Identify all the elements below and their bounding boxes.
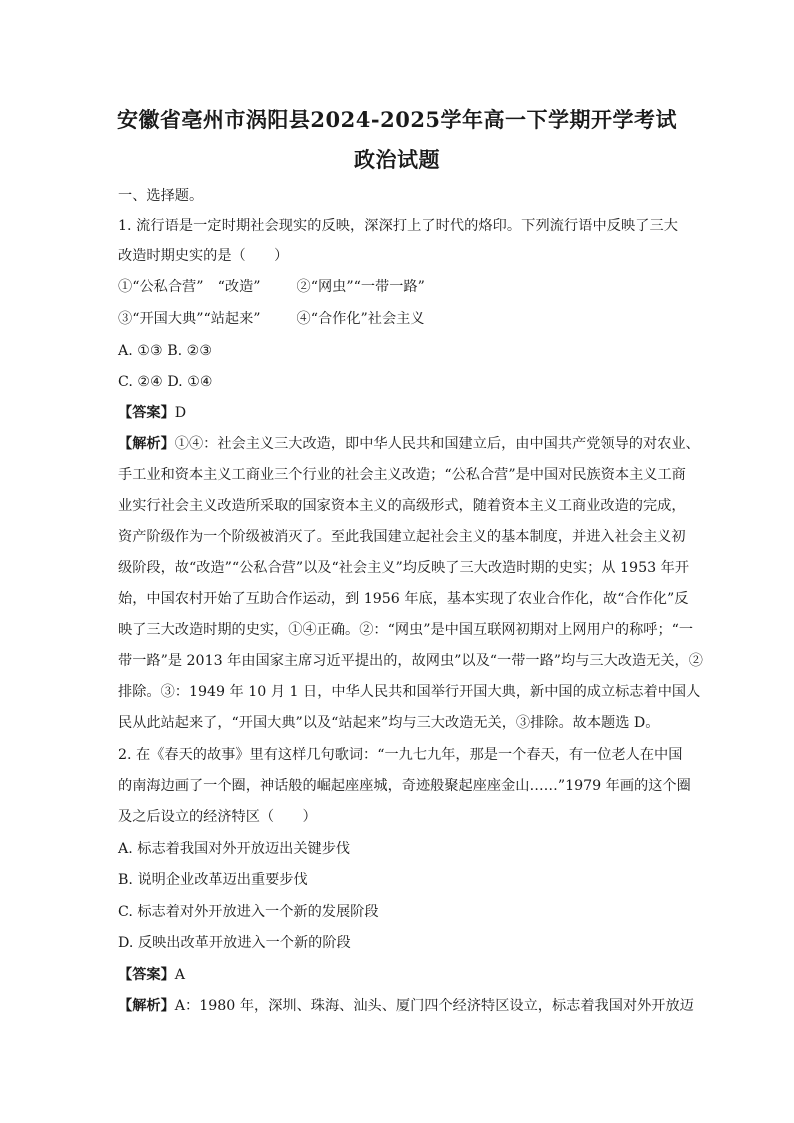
q1-analysis-line: 民从此站起来了，“开国大典”以及“站起来”均与三大改造无关，③排除。故本题选 D。	[118, 715, 660, 731]
document-subtitle: 政治试题	[354, 147, 440, 172]
q1-analysis-line	[118, 434, 700, 454]
q2-option-a: A. 标志着我国对外开放迈出关键步伐	[118, 841, 351, 857]
q1-analysis-line: 资产阶级作为一个阶级被消灭了。至此我国建立起社会主义的基本制度，并进入社会主义初	[118, 529, 686, 545]
analysis-text: ①④：社会主义三大改造，即中华人民共和国建立后，由中国共产党领导的对农业、	[174, 436, 700, 452]
q1-item: ④“合作化”社会主义	[296, 311, 425, 327]
analysis-text: A：1980 年，深圳、珠海、汕头、厦门四个经济特区设立，标志着我国对外开放迈	[174, 998, 694, 1014]
q2-analysis-line	[118, 996, 694, 1016]
q1-analysis-line: 业实行社会主义改造所采取的国家资本主义的高级形式，随着资本主义工商业改造的完成，	[118, 498, 686, 514]
q1-options: A. ①③ B. ②③	[118, 343, 213, 359]
analysis-label: 【解析】	[118, 436, 175, 452]
q1-items-row	[118, 277, 678, 297]
q1-stem-line: 1. 流行语是一定时期社会现实的反映，深深打上了时代的烙印。下列流行语中反映了三大	[118, 218, 678, 234]
q2-option-d: D. 反映出改革开放进入一个新的阶段	[118, 935, 351, 951]
q1-options: C. ②④ D. ①④	[118, 374, 213, 390]
q2-stem-line: 及之后设立的经济特区（ ）	[118, 809, 317, 825]
q1-analysis-line: 始，中国农村开始了互助合作运动，到 1956 年底，基本实现了农业合作化，故“合作化”反	[118, 591, 689, 607]
q1-analysis-line: 排除。③：1949 年 10 月 1 日，中华人民共和国举行开国大典，新中国的成立标志着中国人	[118, 684, 701, 700]
q1-analysis-line: 映了三大改造时期的史实，①④正确。②：“网虫”是中国互联网初期对上网用户的称呼；“一	[118, 622, 694, 638]
answer-label: 【答案】	[118, 405, 175, 421]
q1-items-row	[118, 309, 678, 329]
q2-option-b: B. 说明企业改革迈出重要步伐	[118, 872, 308, 888]
answer-label: 【答案】	[118, 967, 175, 983]
q2-stem-line: 2. 在《春天的故事》里有这样几句歌词：“一九七九年，那是一个春天，有一位老人在中国	[118, 747, 683, 763]
q2-option-c: C. 标志着对外开放进入一个新的发展阶段	[118, 904, 379, 920]
section-heading: 一、选择题。	[118, 188, 204, 204]
q1-item: ①“公私合营” “改造”	[118, 279, 261, 295]
answer-value: D	[174, 405, 187, 421]
q1-analysis-line: 手工业和资本主义工商业三个行业的社会主义改造；“公私合营”是中国对民族资本主义工商	[118, 467, 686, 483]
q1-stem-line: 改造时期史实的是（ ）	[118, 248, 289, 264]
q1-analysis-line: 带一路”是 2013 年由国家主席习近平提出的，故网虫”以及“一带一路”均与三大改造无关，②	[118, 653, 703, 669]
q1-item: ②“网虫”“一带一路”	[296, 279, 425, 295]
analysis-label: 【解析】	[118, 998, 175, 1014]
q1-item: ③“开国大典”“站起来”	[118, 311, 261, 327]
answer-value: A	[174, 967, 186, 983]
q2-answer	[118, 965, 678, 985]
q2-stem-line: 的南海边画了一个圈，神话般的崛起座座城，奇迹般聚起座座金山……”1979 年画的这个圈	[118, 778, 691, 794]
document-title: 安徽省亳州市涡阳县2024-2025学年高一下学期开学考试	[116, 107, 678, 132]
q1-answer	[118, 403, 678, 423]
q1-analysis-line: 级阶段，故“改造”“公私合营”以及“社会主义”均反映了三大改造时期的史实；从 1953 年开	[118, 560, 690, 576]
